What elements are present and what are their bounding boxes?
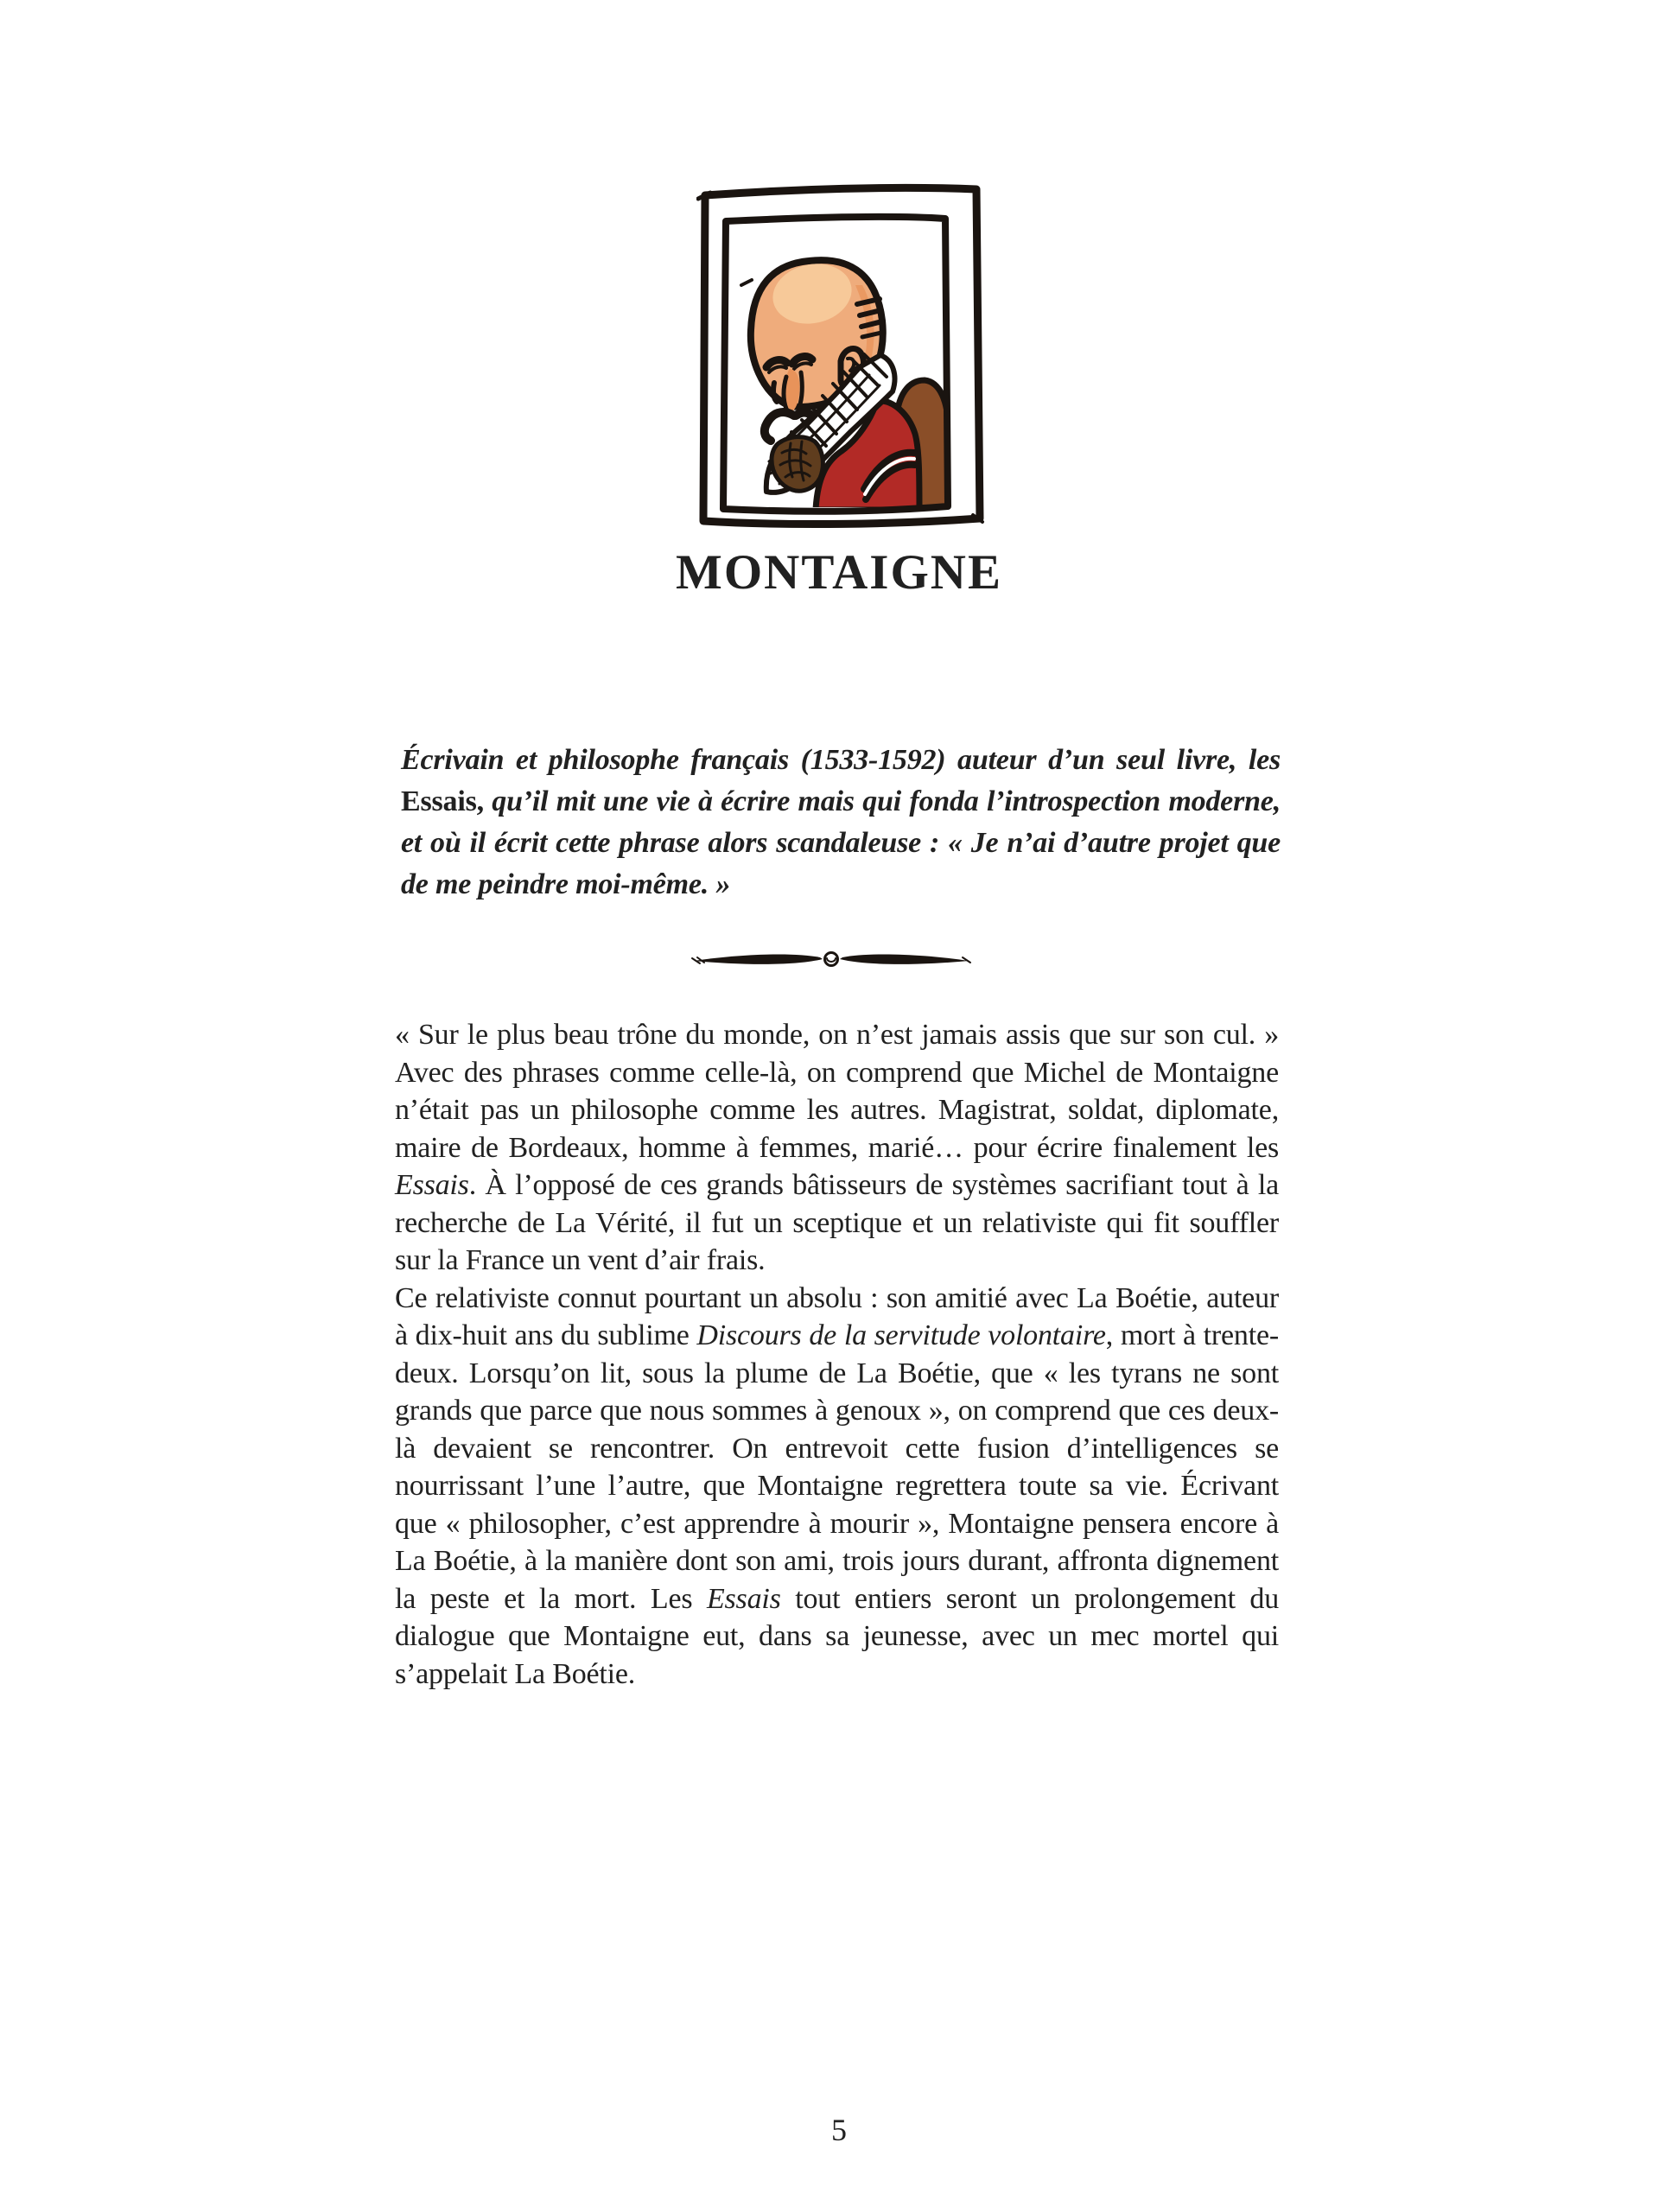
text-segment: Écrivain et philosophe français (1533-1592) auteur d’un seul livre, les [401, 744, 1281, 776]
text-segment: Essais [706, 1582, 781, 1615]
stray-hair [741, 280, 752, 285]
chapter-title: MONTAIGNE [676, 545, 1002, 600]
text-segment: qu’il mit une vie à écrire mais qui fonda l’introspection moderne, et où il écrit cette phrase alors scandaleuse : « Je n’ai d’autre projet que de me peindre moi-même. » [401, 785, 1281, 900]
intro-paragraph [401, 740, 1281, 906]
page-number: 5 [831, 2113, 847, 2147]
text-segment: . À l’opposé de ces grands bâtisseurs de systèmes sacrifiant tout à la recherche de La Vérité, il fut un sceptique et un relativiste qui fit souffler sur la France un vent d’air frais. [395, 1169, 1279, 1276]
divider-tip-hatch [963, 957, 970, 963]
montaigne-portrait-illustration [696, 183, 987, 529]
portrait-figure [741, 257, 949, 510]
text-segment: Essais, [401, 785, 484, 817]
text-segment: Discours de la servitude volontaire [696, 1319, 1106, 1351]
body-paragraph [395, 1280, 1279, 1694]
ornament-divider [689, 947, 974, 971]
text-segment: Ce relativiste connut pourtant un absolu : son amitié avec La Boétie, auteur à dix-huit ans du sublime [395, 1281, 1279, 1351]
beard [772, 437, 823, 492]
divider-spindle-right [840, 955, 969, 964]
divider-spindle-left [694, 955, 823, 964]
text-segment: , mort à trente-deux. Lorsqu’on lit, sous la plume de La Boétie, que « les tyrans ne sont grands que parce que nous sommes à genoux », on comprend que ces deux-là devaient se rencontrer. On entrevoit cette fusion d’intelligences se nourrissant l’une l’autre, que Montaigne regrettera toute sa vie. Écrivant que « philosopher, c’est apprendre à mourir », Montaigne pensera encore à La Boétie, à la manière dont son ami, trois jours durant, affronta dignement la peste et la mort. Les [395, 1319, 1279, 1615]
text-segment: « Sur le plus beau trône du monde, on n’est jamais assis que sur son cul. » Avec des phrases comme celle-là, on comprend que Michel de Montaigne n’était pas un philosophe comme les autres. Magistrat, soldat, diplomate, maire de Bordeaux, homme à femmes, marié… pour écrire finalement les [395, 1019, 1279, 1164]
body-text [395, 1016, 1279, 1693]
body-paragraph [395, 1016, 1279, 1280]
text-segment: Essais [395, 1169, 469, 1201]
text-segment: tout entiers seront un prolongement du dialogue que Montaigne eut, dans sa jeunesse, avec un mec mortel qui s’appelait La Boétie. [395, 1582, 1279, 1690]
